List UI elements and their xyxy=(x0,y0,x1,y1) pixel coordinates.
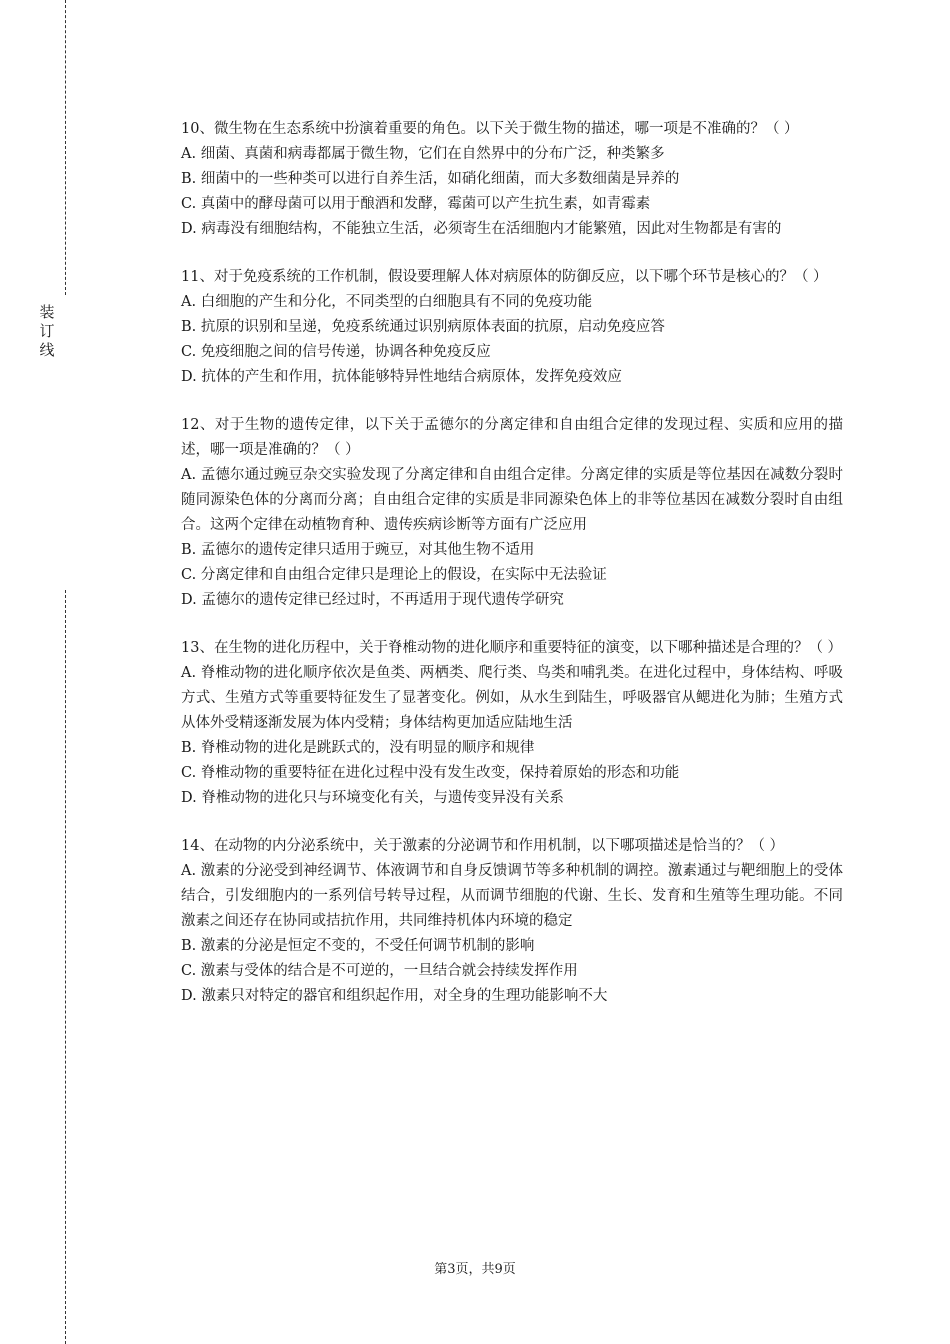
option-c: C. 脊椎动物的重要特征在进化过程中没有发生改变，保持着原始的形态和功能 xyxy=(181,765,680,781)
binding-char: 线 xyxy=(39,341,55,359)
option-b: B. 细菌中的一些种类可以进行自养生活，如硝化细菌，而大多数细菌是异养的 xyxy=(181,171,680,187)
question-stem: 13、在生物的进化历程中，关于脊椎动物的进化顺序和重要特征的演变，以下哪种描述是合理的？（ ） xyxy=(181,640,843,656)
binding-char: 装 xyxy=(39,303,55,321)
option-b: B. 脊椎动物的进化是跳跃式的，没有明显的顺序和规律 xyxy=(181,740,535,756)
question-stem: 10、微生物在生态系统中扮演着重要的角色。以下关于微生物的描述，哪一项是不准确的？（ ） xyxy=(181,121,799,137)
option-d: D. 脊椎动物的进化只与环境变化有关，与遗传变异没有关系 xyxy=(181,790,564,806)
option-c: C. 真菌中的酵母菌可以用于酿酒和发酵，霉菌可以产生抗生素，如青霉素 xyxy=(181,196,651,212)
option-c: C. 分离定律和自由组合定律只是理论上的假设，在实际中无法验证 xyxy=(181,567,607,583)
option-a: A. 激素的分泌受到神经调节、体液调节和自身反馈调节等多种机制的调控。激素通过与靶细胞上的受体结合，引发细胞内的一系列信号转导过程，从而调节细胞的代谢、生长、发育和生殖等生理功能。不同激素之间还存在协同或拮抗作用，共同维持机体内环境的稳定 xyxy=(181,863,843,929)
option-b: B. 抗原的识别和呈递，免疫系统通过识别病原体表面的抗原，启动免疫应答 xyxy=(181,319,665,335)
option-a: A. 脊椎动物的进化顺序依次是鱼类、两栖类、爬行类、鸟类和哺乳类。在进化过程中，身体结构、呼吸方式、生殖方式等重要特征发生了显著变化。例如，从水生到陆生，呼吸器官从鳃进化为肺；生殖方式从体外受精逐渐发展为体内受精；身体结构更加适应陆地生活 xyxy=(181,665,843,731)
option-a: A. 孟德尔通过豌豆杂交实验发现了分离定律和自由组合定律。分离定律的实质是等位基因在减数分裂时随同源染色体的分离而分离；自由组合定律的实质是非同源染色体上的非等位基因在减数分裂时自由组合。这两个定律在动植物育种、遗传疾病诊断等方面有广泛应用 xyxy=(181,467,843,533)
option-c: C. 激素与受体的结合是不可逆的，一旦结合就会持续发挥作用 xyxy=(181,963,578,979)
question-12 xyxy=(181,413,843,613)
option-d: D. 病毒没有细胞结构，不能独立生活，必须寄生在活细胞内才能繁殖，因此对生物都是有害的 xyxy=(181,221,782,237)
page-number: 第3页，共9页 xyxy=(434,1262,516,1277)
option-d: D. 孟德尔的遗传定律已经过时，不再适用于现代遗传学研究 xyxy=(181,592,564,608)
option-d: D. 激素只对特定的器官和组织起作用，对全身的生理功能影响不大 xyxy=(181,988,608,1004)
binding-line-bottom xyxy=(65,590,66,1344)
question-stem: 11、对于免疫系统的工作机制，假设要理解人体对病原体的防御反应，以下哪个环节是核心的？（ ） xyxy=(181,269,828,285)
binding-line-top xyxy=(65,0,66,295)
option-c: C. 免疫细胞之间的信号传递，协调各种免疫反应 xyxy=(181,344,491,360)
option-d: D. 抗体的产生和作用，抗体能够特异性地结合病原体，发挥免疫效应 xyxy=(181,369,622,385)
option-a: A. 细菌、真菌和病毒都属于微生物，它们在自然界中的分布广泛，种类繁多 xyxy=(181,146,665,162)
binding-char: 订 xyxy=(39,322,55,340)
binding-label xyxy=(37,303,57,360)
option-a: A. 白细胞的产生和分化，不同类型的白细胞具有不同的免疫功能 xyxy=(181,294,593,310)
option-b: B. 激素的分泌是恒定不变的，不受任何调节机制的影响 xyxy=(181,938,535,954)
question-list xyxy=(181,117,843,1032)
question-stem: 12、对于生物的遗传定律，以下关于孟德尔的分离定律和自由组合定律的发现过程、实质和应用的描述，哪一项是准确的？（ ） xyxy=(181,417,843,458)
option-b: B. 孟德尔的遗传定律只适用于豌豆，对其他生物不适用 xyxy=(181,542,535,558)
question-13 xyxy=(181,636,843,811)
question-10 xyxy=(181,117,843,242)
question-11 xyxy=(181,265,843,390)
question-stem: 14、在动物的内分泌系统中，关于激素的分泌调节和作用机制，以下哪项描述是恰当的？（ ） xyxy=(181,838,785,854)
question-14 xyxy=(181,834,843,1009)
